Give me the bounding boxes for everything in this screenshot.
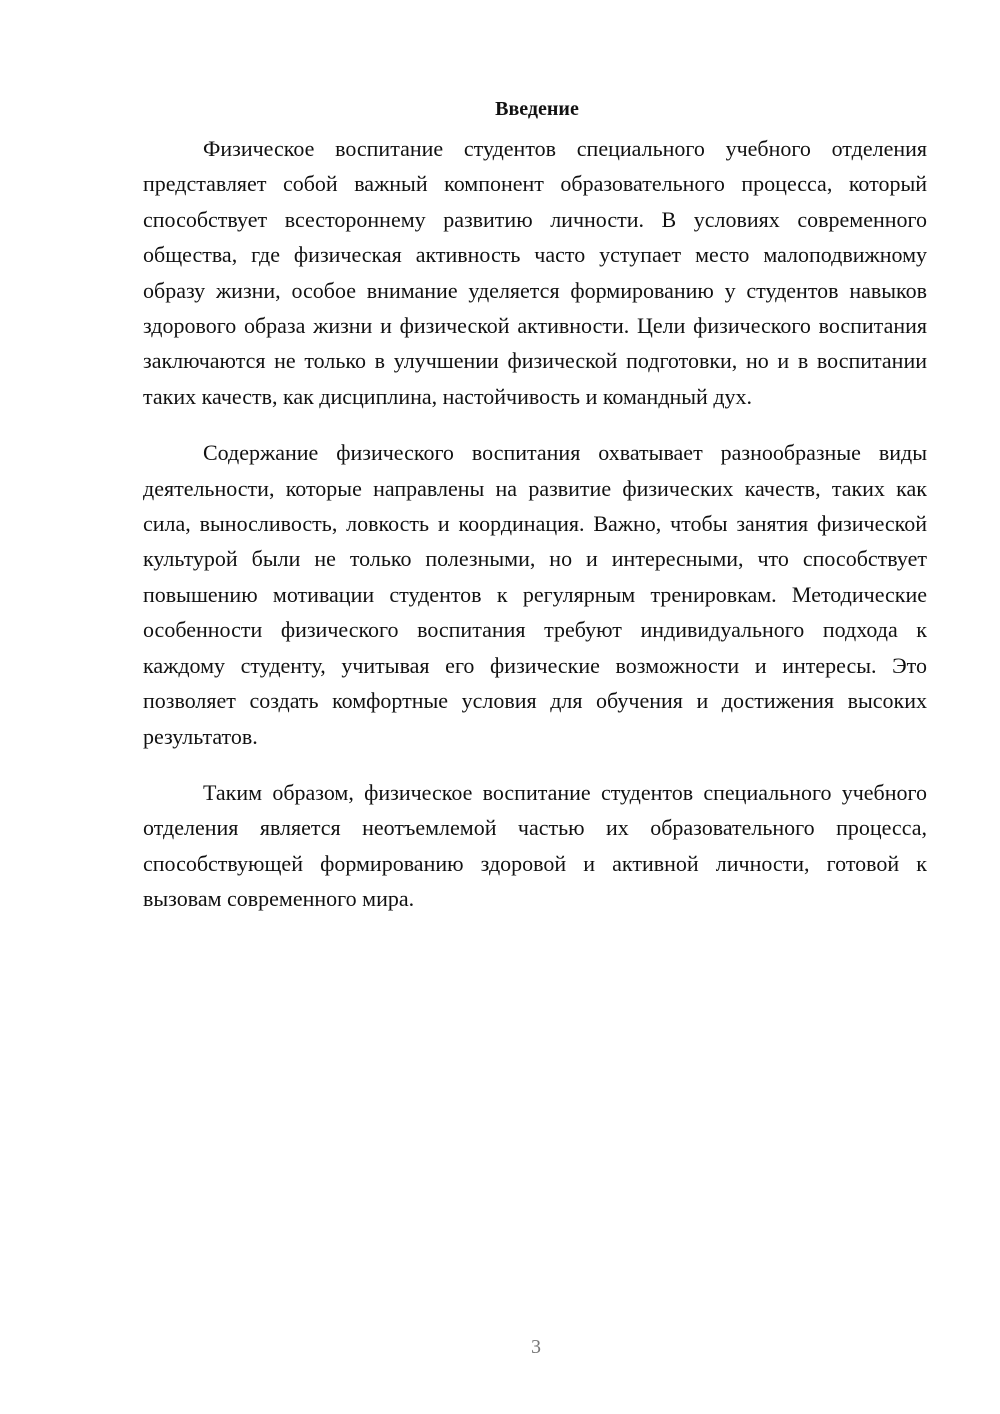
paragraph-2: Содержание физического воспитания охватывает разнообразные виды деятельности, которые направлены на развитие физических качеств, таких как сила, выносливость, ловкость и координация. Важно, чтобы занятия физической культурой были не только полезными, но и интересными, что способствует повышению мотивации студентов к регулярным тренировкам. Методические особенности физического воспитания требуют индивидуального подхода к каждому студенту, учитывая его физические возможности и интересы. Это позволяет создать комфортные условия для обучения и достижения высоких результатов. [143,440,927,749]
paragraph-3: Таким образом, физическое воспитание студентов специального учебного отделения является неотъемлемой частью их образовательного процесса, способствующей формированию здоровой и активной личности, готовой к вызовам современного мира. [143,779,927,912]
paragraph-1: Физическое воспитание студентов специального учебного отделения представляет собой важный компонент образовательного процесса, который способствует всестороннему развитию личности. В условиях современного общества, где физическая активность часто уступает место малоподвижному образу жизни, особое внимание уделяется формированию у студентов навыков здорового образа жизни и физической активности. Цели физического воспитания заключаются не только в улучшении физической подготовки, но и в воспитании таких качеств, как дисциплина, настойчивость и командный дух. [143,136,927,409]
page-number: 3 [531,1336,541,1358]
section-title: Введение [495,98,579,120]
page-content [143,95,927,938]
